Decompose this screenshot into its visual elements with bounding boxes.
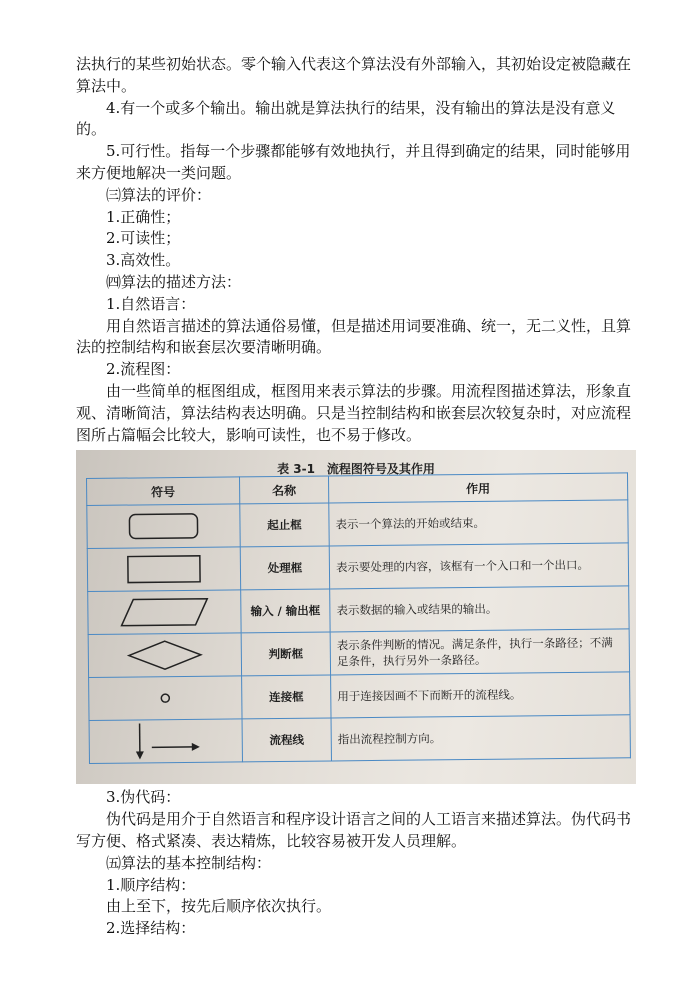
symbol-name: 连接框 bbox=[242, 675, 331, 719]
symbol-name: 处理框 bbox=[240, 546, 329, 590]
table-row bbox=[88, 586, 629, 635]
subheading-selection: 2.选择结构： bbox=[106, 919, 196, 938]
symbol-function: 表示要处理的内容，该框有一个入口和一个出口。 bbox=[329, 543, 628, 589]
paragraph-initial-state: 法执行的某些初始状态。零个输入代表这个算法没有外部输入，其初始设定被隐藏在算法中。 bbox=[76, 55, 632, 95]
paragraph-sequential: 由上至下，按先后顺序依次执行。 bbox=[106, 897, 332, 916]
subheading-flowchart: 2.流程图： bbox=[106, 360, 181, 379]
document-page bbox=[76, 54, 642, 940]
arrow-icon bbox=[126, 721, 206, 762]
flowchart-symbol-table bbox=[86, 473, 631, 765]
list-item: 1.正确性； bbox=[106, 207, 181, 226]
symbol-function: 表示一个算法的开始或结束。 bbox=[329, 500, 628, 546]
symbol-function: 表示数据的输入或结果的输出。 bbox=[330, 586, 629, 632]
heading-description-methods: ㈣算法的描述方法： bbox=[106, 272, 242, 291]
parallelogram-icon bbox=[119, 597, 209, 628]
rectangle-icon bbox=[126, 554, 202, 585]
diamond-icon bbox=[127, 639, 203, 672]
table-number: 表 3-1 bbox=[277, 462, 315, 477]
table-title: 流程图符号及其作用 bbox=[326, 462, 435, 477]
symbol-name: 判断框 bbox=[241, 632, 330, 676]
table-row bbox=[89, 672, 630, 721]
paragraph-pseudocode: 伪代码是用介于自然语言和程序设计语言之间的人工语言来描述算法。伪代码书写方便、格式紧凑、表达精炼，比较容易被开发人员理解。 bbox=[76, 810, 632, 850]
symbol-name: 输入 / 输出框 bbox=[241, 589, 330, 633]
symbol-name: 起止框 bbox=[240, 503, 329, 547]
heading-control-structures: ㈤算法的基本控制结构： bbox=[106, 853, 272, 872]
subheading-pseudocode: 3.伪代码： bbox=[106, 788, 181, 807]
symbol-function: 指出流程控制方向。 bbox=[331, 715, 630, 761]
heading-evaluation: ㈢算法的评价： bbox=[106, 185, 212, 204]
header-function: 作用 bbox=[328, 473, 627, 503]
list-item: 2.可读性； bbox=[106, 229, 181, 248]
paragraph-natural-language: 用自然语言描述的算法通俗易懂，但是描述用词要准确、统一，无二义性，且算法的控制结构和嵌套层次要清晰明确。 bbox=[76, 316, 632, 357]
paragraph-output: 4.有一个或多个输出。输出就是算法执行的结果，没有输出的算法是没有意义的。 bbox=[76, 98, 616, 139]
subheading-sequential: 1.顺序结构： bbox=[106, 875, 196, 894]
list-item: 3.高效性。 bbox=[106, 251, 181, 270]
subheading-natural-language: 1.自然语言： bbox=[106, 294, 196, 313]
table-row bbox=[88, 629, 629, 678]
symbol-function: 表示条件判断的情况。满足条件，执行一条路径；不满足条件，执行另外一条路径。 bbox=[330, 629, 629, 675]
rounded-rectangle-icon bbox=[127, 512, 199, 541]
table-row bbox=[87, 500, 628, 549]
header-symbol: 符号 bbox=[87, 477, 240, 506]
table-row bbox=[87, 543, 628, 592]
header-name: 名称 bbox=[239, 476, 328, 504]
circle-icon bbox=[158, 691, 172, 705]
symbol-name: 流程线 bbox=[242, 718, 331, 762]
table-row bbox=[89, 715, 630, 764]
paragraph-feasibility: 5.可行性。指每一个步骤都能够有效地执行，并且得到确定的结果，同时能够用来方便地解决一类问题。 bbox=[76, 142, 631, 182]
symbol-function: 用于连接因画不下而断开的流程线。 bbox=[331, 672, 630, 718]
paragraph-flowchart: 由一些简单的框图组成，框图用来表示算法的步骤。用流程图描述算法，形象直观、清晰简洁，算法结构表达明确。只是当控制结构和嵌套层次较复杂时，对应流程图所占篇幅会比较大，影响可读性，也不易于修改。 bbox=[76, 381, 632, 444]
flowchart-table-photo bbox=[76, 450, 636, 784]
